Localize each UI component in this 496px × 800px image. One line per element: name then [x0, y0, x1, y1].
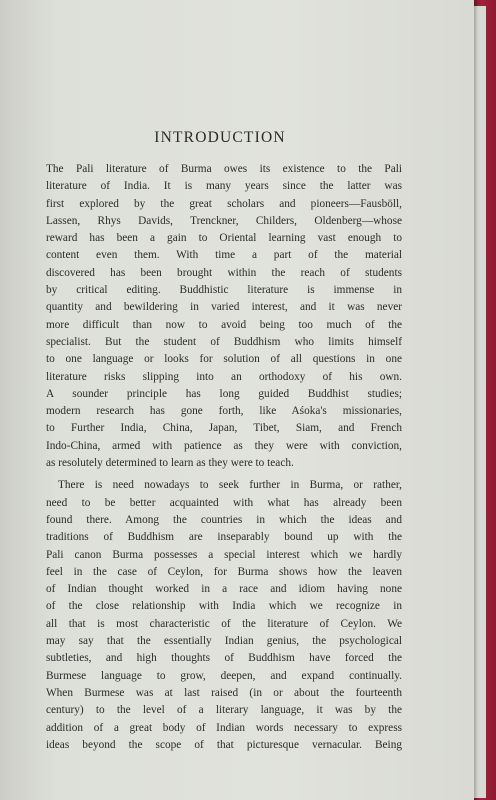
text-line: discovered has been brought within the reach of students	[46, 266, 402, 279]
text-line: quantity and bewildering in varied interest, and it was never	[46, 301, 402, 314]
text-line: more difficult than now to avoid being too much of the	[46, 318, 402, 331]
text-line: to Further India, China, Japan, Tibet, Siam, and French	[46, 422, 402, 435]
text-line: literature risks slipping into an orthodoxy of his own.	[46, 370, 402, 383]
text-line: found there. Among the countries in which the ideas and	[46, 513, 402, 526]
text-line: Indo-China, armed with patience as they were with conviction,	[46, 439, 402, 452]
text-line: ideas beyond the scope of that picturesque vernacular. Being	[46, 738, 402, 751]
text-line: content even them. With time a part of the material	[46, 249, 402, 262]
paragraph-1	[46, 161, 402, 472]
text-line: reward has been a gain to Oriental learning vast enough to	[46, 232, 402, 245]
text-line: There is need nowadays to seek further in Burma, or rather,	[58, 479, 402, 492]
text-line: specialist. But the student of Buddhism who limits himself	[46, 335, 402, 348]
text-line: Lassen, Rhys Davids, Trenckner, Childers, Oldenberg—whose	[46, 214, 402, 227]
text-line: Burmese language to grow, deepen, and expand continually.	[46, 669, 402, 682]
text-line: need to be better acquainted with what has already been	[46, 496, 402, 509]
text-line: addition of a great body of Indian words necessary to express	[46, 721, 402, 734]
text-line: feel in the case of Ceylon, for Burma shows how the leaven	[46, 565, 402, 578]
text-line: all that is most characteristic of the literature of Ceylon. We	[46, 617, 402, 630]
text-line: century) to the level of a literary language, it was by the	[46, 704, 402, 717]
text-line: as resolutely determined to learn as they were to teach.	[46, 457, 294, 470]
text-line: to one language or looks for solution of all questions in one	[46, 353, 402, 366]
page-body	[46, 161, 402, 754]
text-line: A sounder principle has long guided Buddhist studies;	[46, 387, 402, 400]
text-line: Pali canon Burma possesses a special interest which we hardly	[46, 548, 402, 561]
text-line: modern research has gone forth, like Aśoka's missionaries,	[46, 405, 402, 418]
text-line: of the close relationship with India which we recognize in	[46, 600, 402, 613]
paragraph-2	[46, 477, 402, 754]
text-line: literature of India. It is many years since the latter was	[46, 180, 402, 193]
text-line: subtleties, and high thoughts of Buddhism have forced the	[46, 652, 402, 665]
text-line: may say that the essentially Indian genius, the psychological	[46, 635, 402, 648]
text-line: by critical editing. Buddhistic literature is immense in	[46, 284, 402, 297]
text-line: first explored by the great scholars and pioneers—Fausböll,	[46, 197, 402, 210]
text-line: of Indian thought worked in a race and idiom having none	[46, 583, 402, 596]
text-line: traditions of Buddhism are inseparably bound up with the	[46, 531, 402, 544]
text-line: The Pali literature of Burma owes its existence to the Pali	[46, 163, 402, 175]
text-line: When Burmese was at last raised (in or about the fourteenth	[46, 686, 402, 699]
page-heading: INTRODUCTION	[154, 129, 286, 146]
